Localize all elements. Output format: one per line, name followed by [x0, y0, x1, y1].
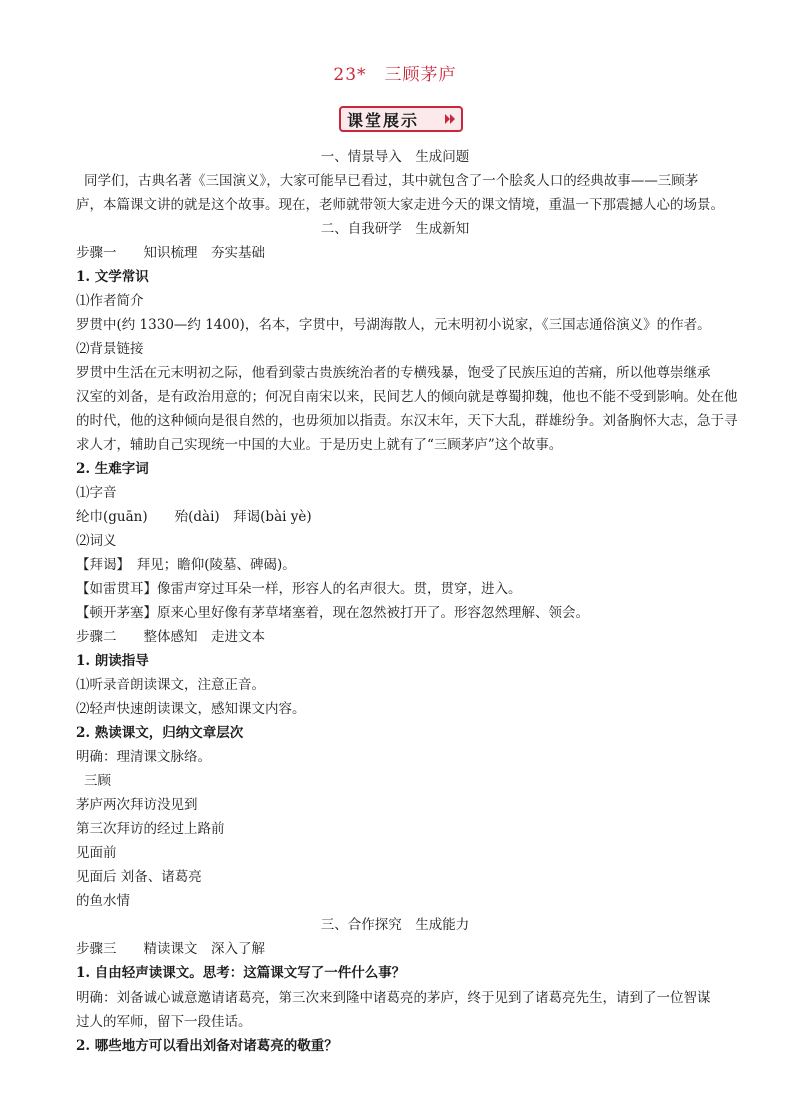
double-arrow-right-icon: [444, 113, 456, 125]
vocab-entry: 【拜谒】 拜见；瞻仰(陵墓、碑碣)。: [76, 557, 296, 573]
section-heading-2: 二、自我研学 生成新知: [320, 221, 470, 237]
intro-text: 庐，本篇课文讲的就是这个故事。现在，老师就带领大家走进今天的课文情境，重温一下那震撼人心的场景。: [76, 197, 724, 213]
vocab-entry: 【顿开茅塞】原来心里好像有茅草堵塞着，现在忽然被打开了。形容忽然理解、领会。: [76, 605, 589, 621]
paragraph-text: 汉室的刘备，是有政治用意的；何况自南宋以来，民间艺人的倾向就是尊蜀抑魏，他也不能不受到影响。处在他: [76, 389, 738, 405]
question-text: 1. 自由轻声读课文。思考：这篇课文写了一件什么事？: [76, 965, 406, 981]
answer-text: 过人的军师，留下一段佳话。: [76, 1014, 252, 1030]
item-heading: 2. 生难字词: [76, 461, 149, 477]
paragraph-text: ⑴听录音朗读课文，注意正音。: [76, 677, 265, 693]
intro-text: 同学们，古典名著《三国演义》，大家可能早已看过，其中就包含了一个脍炙人口的经典故事——三顾茅: [84, 173, 699, 189]
outline-text: 见面后 刘备、诸葛亮: [76, 869, 202, 885]
vocab-entry: 【如雷贯耳】像雷声穿过耳朵一样，形容人的名声很大。贯，贯穿，进入。: [76, 581, 522, 597]
step-heading: 步骤三 精读课文 深入了解: [76, 941, 265, 957]
outline-text: 第三次拜访的经过上路前: [76, 821, 225, 837]
paragraph-text: 纶巾(guān) 殆(dài) 拜谒(bài yè): [76, 509, 312, 525]
section-heading-1: 一、情景导入 生成问题: [320, 149, 470, 165]
paragraph-text: 罗贯中(约 1330—约 1400)，名本，字贯中，号湖海散人，元末明初小说家，《三国志通俗演义》的作者。: [76, 317, 711, 333]
subitem-label: ⑴字音: [76, 485, 117, 501]
step-heading: 步骤二 整体感知 走进文本: [76, 629, 265, 645]
subitem-label: ⑵背景链接: [76, 341, 144, 357]
answer-text: 明确：刘备诚心诚意邀请诸葛亮，第三次来到隆中诸葛亮的茅庐，终于见到了诸葛亮先生，请到了一位智谋: [76, 990, 711, 1006]
paragraph-text: 的时代，他的这种倾向是很自然的，也毋须加以指责。东汉末年，天下大乱，群雄纷争。刘备胸怀大志，急于寻: [76, 413, 738, 429]
section-banner: [339, 106, 463, 132]
outline-text: 茅庐两次拜访没见到: [76, 797, 198, 813]
item-heading: 2. 熟读课文，归纳文章层次: [76, 725, 244, 741]
subitem-label: ⑴作者简介: [76, 293, 144, 309]
outline-text: 的鱼水情: [76, 893, 130, 909]
banner-label: 课堂展示: [347, 110, 420, 130]
paragraph-text: 罗贯中生活在元末明初之际，他看到蒙古贵族统治者的专横残暴，饱受了民族压迫的苦痛，所以他尊崇继承: [76, 365, 711, 381]
paragraph-text: ⑵轻声快速朗读课文，感知课文内容。: [76, 701, 306, 717]
section-heading-3: 三、合作探究 生成能力: [320, 917, 470, 933]
outline-text: 三顾: [84, 773, 111, 789]
subitem-label: ⑵词义: [76, 533, 117, 549]
question-text: 2. 哪些地方可以看出刘备对诸葛亮的敬重？: [76, 1038, 338, 1054]
paragraph-text: 明确：理清课文脉络。: [76, 749, 211, 765]
item-heading: 1. 朗读指导: [76, 653, 149, 669]
outline-text: 见面前: [76, 845, 117, 861]
paragraph-text: 求人才，辅助自己实现统一中国的大业。于是历史上就有了“三顾茅庐”这个故事。: [76, 437, 563, 453]
lesson-title: 23* 三顾茅庐: [333, 65, 457, 85]
item-heading: 1. 文学常识: [76, 269, 149, 285]
step-heading: 步骤一 知识梳理 夯实基础: [76, 245, 265, 261]
